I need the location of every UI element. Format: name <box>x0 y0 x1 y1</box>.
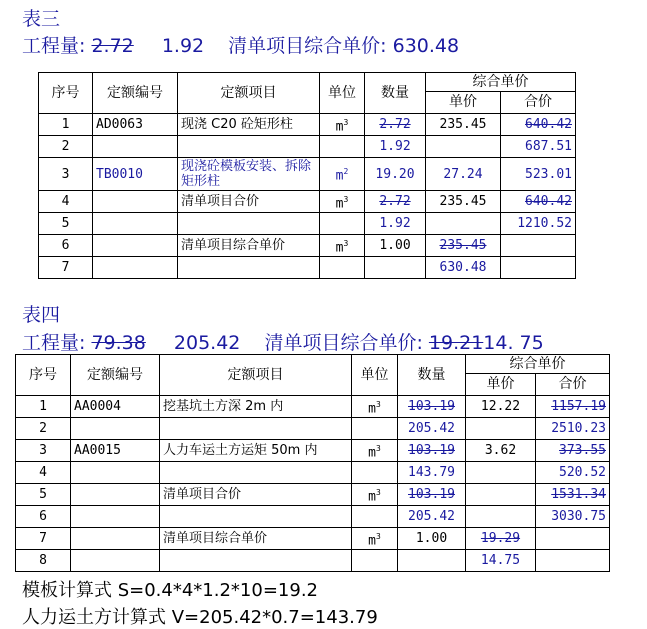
cell-unit <box>352 462 398 484</box>
cell-qty: 19.20 <box>365 158 426 191</box>
cell-code <box>93 257 178 279</box>
cell-total: 640.42 <box>501 114 576 136</box>
cell-seq: 6 <box>39 235 93 257</box>
cell-unit <box>320 213 365 235</box>
qty-label: 工程量: <box>22 332 86 354</box>
table3-title: 表三 <box>22 8 61 30</box>
qty-label: 工程量: <box>22 35 86 57</box>
cell-qty: 103.19 <box>398 396 466 418</box>
cell-price <box>466 506 536 528</box>
qty-old-value: 2.72 <box>91 35 134 57</box>
header-price: 单价 <box>466 374 536 396</box>
cell-code: AD0063 <box>93 114 178 136</box>
cell-qty: 2.72 <box>365 114 426 136</box>
unit-price-label: 清单项目综合单价: <box>264 332 423 354</box>
cell-qty: 205.42 <box>398 418 466 440</box>
unit-price-label: 清单项目综合单价: <box>228 35 387 57</box>
cell-price: 630.48 <box>426 257 501 279</box>
cell-code <box>93 191 178 213</box>
cell-seq: 7 <box>16 528 71 550</box>
cell-unit: $m^3$ <box>320 191 365 213</box>
cell-total: 373.55 <box>536 440 610 462</box>
cell-total: 1157.19 <box>536 396 610 418</box>
cell-total <box>501 257 576 279</box>
cell-qty: 1.00 <box>398 528 466 550</box>
cell-code: AA0004 <box>71 396 160 418</box>
cell-qty <box>365 257 426 279</box>
cell-item <box>178 136 320 158</box>
cell-seq: 5 <box>39 213 93 235</box>
header-composite: 综合单价 <box>426 73 576 92</box>
formwork-formula: 模板计算式 S=0.4*4*1.2*10=19.2 <box>22 580 318 601</box>
cell-total: 523.01 <box>501 158 576 191</box>
cell-qty: 103.19 <box>398 440 466 462</box>
cell-seq: 1 <box>39 114 93 136</box>
cell-code <box>71 528 160 550</box>
cell-item <box>160 418 352 440</box>
cell-price: 14.75 <box>466 550 536 572</box>
cell-item: 清单项目综合单价 <box>178 235 320 257</box>
table-row <box>39 136 576 158</box>
cell-price <box>466 484 536 506</box>
table-row <box>39 158 576 191</box>
qty-old-value: 79.38 <box>91 332 146 354</box>
cell-seq: 4 <box>39 191 93 213</box>
cell-total: 1210.52 <box>501 213 576 235</box>
cell-seq: 5 <box>16 484 71 506</box>
table4-title: 表四 <box>22 304 61 326</box>
cell-unit: $m^3$ <box>320 114 365 136</box>
cell-qty <box>398 550 466 572</box>
cell-unit <box>352 506 398 528</box>
cell-unit <box>352 418 398 440</box>
table-row <box>39 235 576 257</box>
unit-price-old-value: 19.21 <box>428 332 484 354</box>
cell-item: 现浇 C20 砼矩形柱 <box>178 114 320 136</box>
header-code: 定额编号 <box>71 355 160 396</box>
header-qty: 数量 <box>398 355 466 396</box>
table4-summary <box>22 328 544 355</box>
cell-price <box>426 136 501 158</box>
cell-code <box>93 235 178 257</box>
cell-item <box>160 550 352 572</box>
cell-price: 235.45 <box>426 191 501 213</box>
table-row <box>39 114 576 136</box>
table4 <box>15 354 610 572</box>
cell-unit: $m^3$ <box>352 440 398 462</box>
cell-total: 687.51 <box>501 136 576 158</box>
cell-price <box>466 418 536 440</box>
cell-seq: 8 <box>16 550 71 572</box>
cell-total: 3030.75 <box>536 506 610 528</box>
cell-price: 27.24 <box>426 158 501 191</box>
cell-qty: 143.79 <box>398 462 466 484</box>
header-unit: 单位 <box>320 73 365 114</box>
cell-total: 2510.23 <box>536 418 610 440</box>
table-row <box>16 528 610 550</box>
cell-seq: 3 <box>16 440 71 462</box>
table-row <box>16 484 610 506</box>
cell-seq: 2 <box>39 136 93 158</box>
header-qty: 数量 <box>365 73 426 114</box>
header-seq: 序号 <box>16 355 71 396</box>
table3 <box>38 72 576 279</box>
header-total: 合价 <box>501 92 576 114</box>
cell-item <box>178 213 320 235</box>
header-seq: 序号 <box>39 73 93 114</box>
cell-price: 235.45 <box>426 114 501 136</box>
cell-seq: 1 <box>16 396 71 418</box>
cell-price <box>466 462 536 484</box>
cell-qty: 1.00 <box>365 235 426 257</box>
cell-seq: 3 <box>39 158 93 191</box>
cell-total: 1531.34 <box>536 484 610 506</box>
cell-unit: $m^2$ <box>320 158 365 191</box>
cell-item <box>160 506 352 528</box>
cell-seq: 6 <box>16 506 71 528</box>
cell-qty: 205.42 <box>398 506 466 528</box>
cell-code: TB0010 <box>93 158 178 191</box>
cell-item <box>178 257 320 279</box>
header-unit: 单位 <box>352 355 398 396</box>
cell-code <box>71 506 160 528</box>
table-row <box>16 396 610 418</box>
cell-qty: 103.19 <box>398 484 466 506</box>
table-row <box>16 550 610 572</box>
cell-item <box>160 462 352 484</box>
header-item: 定额项目 <box>178 73 320 114</box>
cell-price: 19.29 <box>466 528 536 550</box>
cell-unit <box>320 257 365 279</box>
cell-price <box>426 213 501 235</box>
cell-unit: $m^3$ <box>320 235 365 257</box>
cell-unit <box>320 136 365 158</box>
cell-total <box>536 528 610 550</box>
cell-unit: $m^3$ <box>352 396 398 418</box>
cell-price: 3.62 <box>466 440 536 462</box>
cell-code <box>71 550 160 572</box>
cell-item: 现浇砼模板安装、拆除矩形柱 <box>178 158 320 191</box>
cell-seq: 7 <box>39 257 93 279</box>
cell-qty: 1.92 <box>365 213 426 235</box>
cell-item: 清单项目综合单价 <box>160 528 352 550</box>
cell-code <box>71 418 160 440</box>
cell-total: 520.52 <box>536 462 610 484</box>
table-row <box>16 462 610 484</box>
cell-unit <box>352 550 398 572</box>
qty-new-value: 1.92 <box>161 35 205 57</box>
header-total: 合价 <box>536 374 610 396</box>
cell-code <box>71 462 160 484</box>
header-item: 定额项目 <box>160 355 352 396</box>
qty-new-value: 205.42 <box>173 332 241 354</box>
cell-item: 挖基坑土方深 2m 内 <box>160 396 352 418</box>
table3-summary <box>22 31 459 58</box>
table-row <box>16 418 610 440</box>
cell-item: 清单项目合价 <box>160 484 352 506</box>
cell-seq: 2 <box>16 418 71 440</box>
cell-total: 640.42 <box>501 191 576 213</box>
table-row <box>39 191 576 213</box>
cell-total <box>501 235 576 257</box>
table-row <box>16 440 610 462</box>
unit-price-new-value: 14. 75 <box>483 332 544 354</box>
cell-seq: 4 <box>16 462 71 484</box>
cell-code <box>71 484 160 506</box>
cell-qty: 1.92 <box>365 136 426 158</box>
cell-price: 12.22 <box>466 396 536 418</box>
cell-total <box>536 550 610 572</box>
cell-price: 235.45 <box>426 235 501 257</box>
table-row <box>39 257 576 279</box>
header-code: 定额编号 <box>93 73 178 114</box>
cell-qty: 2.72 <box>365 191 426 213</box>
unit-price-value: 630.48 <box>392 35 460 57</box>
table-row <box>39 213 576 235</box>
cell-code: AA0015 <box>71 440 160 462</box>
cell-unit: $m^3$ <box>352 484 398 506</box>
cell-code <box>93 213 178 235</box>
earth-formula: 人力运土方计算式 V=205.42*0.7=143.79 <box>22 607 378 628</box>
cell-unit: $m^3$ <box>352 528 398 550</box>
cell-item: 清单项目合价 <box>178 191 320 213</box>
cell-item: 人力车运土方运矩 50m 内 <box>160 440 352 462</box>
header-price: 单价 <box>426 92 501 114</box>
cell-code <box>93 136 178 158</box>
header-composite: 综合单价 <box>466 355 610 374</box>
table-row <box>16 506 610 528</box>
